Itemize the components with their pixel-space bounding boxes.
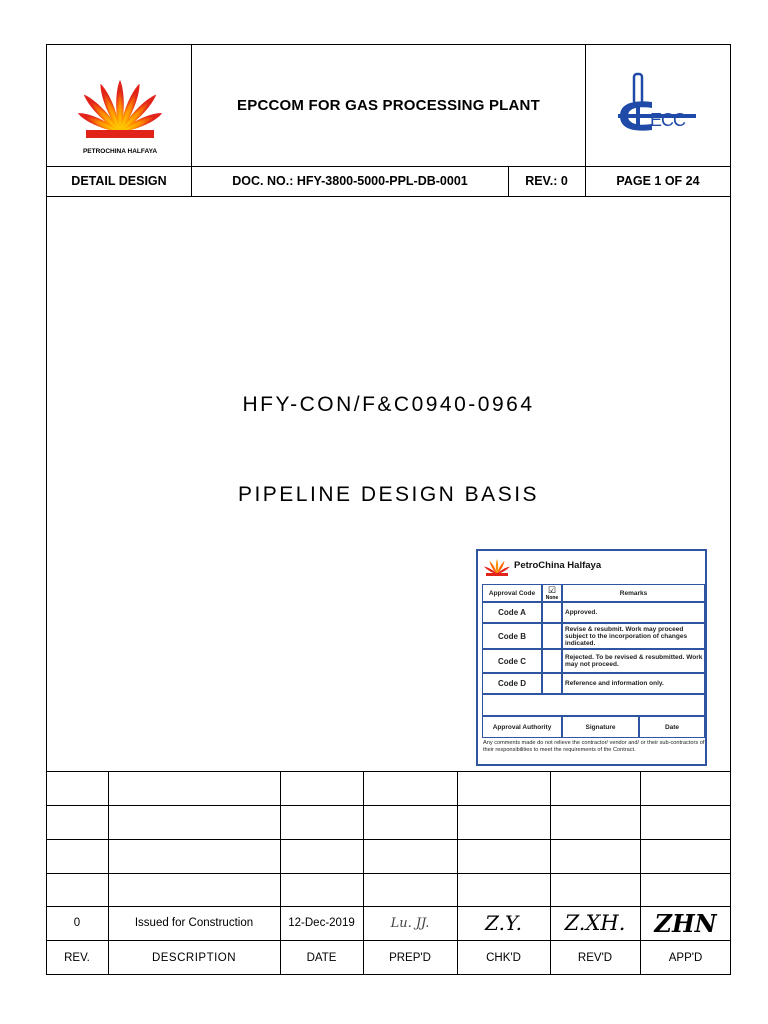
petrochina-logo-label: PETROCHINA HALFAYA [82, 148, 158, 155]
stamp-company: PetroChina Halfaya [514, 560, 602, 571]
stamp-remark-a: Approved. [562, 602, 705, 623]
stamp-signature: Signature [562, 716, 639, 738]
approval-stamp [476, 549, 707, 766]
rev-table-line-3 [46, 873, 731, 874]
rev-header-prepd: PREP'D [389, 951, 431, 964]
ecc-emblem-icon [600, 66, 710, 146]
rev-header-revd: REV'D [577, 951, 613, 964]
stamp-check-c [542, 649, 562, 673]
stamp-remark-c: Rejected. To be revised & resubmitted. Work may not proceed. [562, 649, 705, 673]
rev-table-line-1 [46, 805, 731, 806]
stamp-code-c: Code C [482, 649, 542, 673]
stamp-remark-b: Revise & resubmit. Work may proceed subject to the incorporation of changes indicated. [562, 623, 705, 649]
rev-row-date: 12-Dec-2019 [288, 917, 355, 929]
reviewed-signature: Z.XH. [564, 911, 626, 935]
petrochina-small-logo-icon [484, 557, 510, 577]
rev-header-date: DATE [306, 951, 337, 964]
approved-signature: ZHN [654, 908, 717, 938]
stamp-date: Date [639, 716, 705, 738]
stamp-blank-row [482, 694, 705, 716]
stamp-checkbox-icon: ☑ [547, 584, 557, 595]
revision-label: REV.: 0 [525, 174, 568, 188]
document-title: PIPELINE DESIGN BASIS [237, 483, 540, 506]
stamp-code-d: Code D [482, 673, 542, 694]
header-vline-2 [585, 44, 586, 166]
rev-header-chkd: CHK'D [486, 951, 521, 964]
rev-table-line-2 [46, 839, 731, 840]
stamp-check-b [542, 623, 562, 649]
header-title: EPCCOM FOR GAS PROCESSING PLANT [237, 96, 540, 114]
stamp-remark-d: Reference and information only. [562, 673, 705, 694]
petrochina-sunflower-icon [60, 62, 180, 162]
phase-label: DETAIL DESIGN [71, 174, 167, 188]
rev-row-description: Issued for Construction [134, 917, 254, 929]
document-reference: HFY-CON/F&C0940-0964 [242, 393, 535, 416]
stamp-header-remarks: Remarks [562, 584, 705, 602]
stamp-code-a: Code A [482, 602, 542, 623]
stamp-approval-authority: Approval Authority [482, 716, 562, 738]
rev-header-description: DESCRIPTION [151, 951, 237, 964]
stamp-note: Any comments made do not relieve the contractor/ vendor and/ or their sub-contractors of their responsibilities to meet the requirements of the Contract. [483, 740, 705, 753]
page-indicator: PAGE 1 OF 24 [616, 174, 700, 188]
rev-table-top [46, 771, 731, 772]
prepared-signature: Lu. JJ. [390, 915, 430, 931]
rev-header-appd: APP'D [668, 951, 703, 964]
petrochina-logo [60, 62, 180, 162]
rev-header-rev: REV. [64, 951, 90, 964]
stamp-check-d [542, 673, 562, 694]
checked-signature: Z.Y. [485, 911, 522, 935]
stamp-check-a [542, 602, 562, 623]
info-row-divider [46, 196, 731, 197]
ecc-logo [600, 66, 710, 146]
ecc-logo-label: ECC [650, 110, 686, 130]
rev-row-rev: 0 [73, 917, 81, 929]
stamp-code-b: Code B [482, 623, 542, 649]
stamp-header-none [542, 584, 562, 602]
doc-number: DOC. NO.: HFY-3800-5000-PPL-DB-0001 [232, 174, 468, 188]
stamp-none-label: None [545, 594, 559, 601]
stamp-header-code: Approval Code [482, 584, 542, 602]
